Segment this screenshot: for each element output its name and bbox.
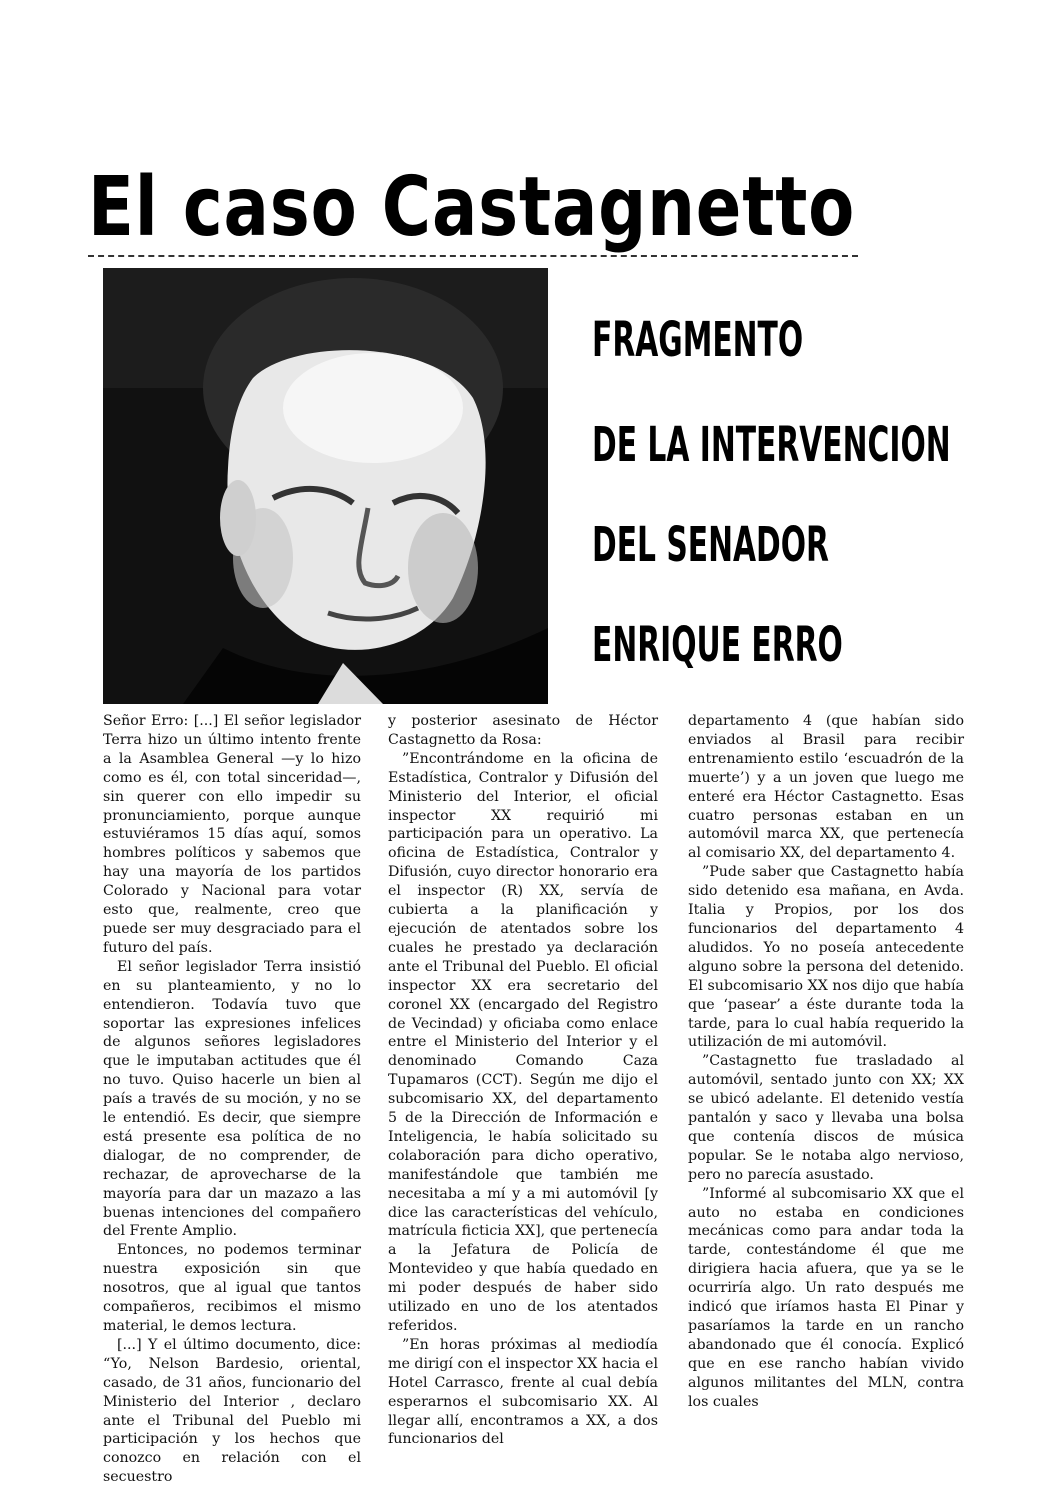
paragraph: ”Encontrándome en la oficina de Estadística, Contralor y Difusión del Ministerio del Interior, el oficial inspector XX requirió mi participación para un operativo. La oficina de Estadística, Contralor y Difusión, cuyo director honorario era el inspector (R) XX, servía de cubierta a la planificación y ejecución de atentados sobre los cuales he prestado ya declaración ante el Tribunal del Pueblo. El oficial inspector XX era secretario del coronel XX (encargado del Registro de Vecindad) y oficiaba como enlace entre el Ministerio del Interior y el denominado Comando Caza Tupamaros (CCT). Según me dijo el subcomisario XX, del departamento 5 de la Dirección de Información e Inteligencia, le había solicitado su colaboración para dicho operativo, manifestándole que también me necesitaba a mí y a mi automóvil [y dice las características del vehículo, matrícula ficticia XX], que pertenecía a la Jefatura de Policía de Montevideo y que había quedado en mi poder después de haber sido utilizado en uno de los atentados referidos. [388,750,658,1334]
headline: El caso Castagnetto [88,160,856,255]
subhead-line-4: ENRIQUE ERRO [592,617,843,673]
subhead-line-2: DE LA INTERVENCION [592,417,951,473]
article-column-1 [103,712,361,1487]
paragraph: ”Informé al subcomisario XX que el auto no estaba en condiciones mecánicas como para andar toda la tarde, contestándome él que me dirigiera hacia afuera, que ya se le ocurriría algo. Un rato después me indicó que iríamos hasta El Pinar y pasaríamos la tarde en un rancho abandonado que él conocía. Explicó que en ese rancho habían vivido algunos militantes del MLN, contra los cuales [688,1185,964,1410]
headline-underline [88,255,858,259]
paragraph: Señor Erro: [...] El señor legislador Terra hizo un último intento frente a la Asamblea General —y lo hizo como es él, con total sinceridad—, sin querer con ello impedir su pronunciamiento, porque aunque estuviéramos 15 días aquí, somos hombres políticos y sabemos que hay una mayoría de los partidos Colorado y Nacional para votar esto que, realmente, creo que puede ser muy desgraciado para el futuro del país. [103,713,361,956]
paragraph: ”Pude saber que Castagnetto había sido detenido esa mañana, en Avda. Italia y Propios, por los dos funcionarios del departamento 4 aludidos. Yo no poseía antecedente alguno sobre la persona del detenido. El subcomisario XX nos dijo que había que ‘pasear’ a éste durante toda la tarde, para lo cual había requerido la utilización de mi automóvil. [688,864,964,1051]
subhead-line-1: FRAGMENTO [592,312,804,368]
paragraph: El señor legislador Terra insistió en su planteamiento, y no lo entendieron. Todavía tuvo que soportar las expresiones infelices de algunos señores legisladores que le imputaban actitudes que él no tuvo. Quiso hacerle un bien al país a través de su moción, y no se le entendió. Es decir, que siempre está presente esa política de no dialogar, de no comprender, de rechazar, de aprovecharse de la mayoría para dar un mazazo a las buenas intenciones del compañero del Frente Amplio. [103,958,361,1240]
paragraph: [...] Y el último documento, dice: “Yo, Nelson Bardesio, oriental, casado, de 31 años, funcionario del Ministerio del Interior , declaro ante el Tribunal del Pueblo mi participación y los hechos que conozco en relación con el secuestro [103,1336,361,1486]
paragraph: departamento 4 (que habían sido enviados al Brasil para recibir entrenamiento estilo ‘escuadrón de la muerte’) y a un joven que luego me enteré era Héctor Castagnetto. Esas cuatro personas estaban en un automóvil marca XX, que pertenecía al comisario XX, del departamento 4. [688,713,964,862]
article-column-3 [688,712,964,1412]
portrait-photo [103,268,548,704]
paragraph: ”En horas próximas al mediodía me dirigí con el inspector XX hacia el Hotel Carrasco, frente al cual debía esperarnos el subcomisario XX. Al llegar allí, encontramos a XX, a dos funcionarios del [388,1336,658,1448]
paragraph: ”Castagnetto fue trasladado al automóvil, sentado junto con XX; XX se ubicó adelante. El detenido vestía pantalón y saco y llevaba una bolsa que contenía discos de música popular. Se le notaba algo nervioso, pero no parecía asustado. [688,1053,964,1183]
paragraph: y posterior asesinato de Héctor Castagnetto da Rosa: [388,713,658,748]
article-column-2 [388,712,658,1449]
subhead-line-3: DEL SENADOR [592,517,829,573]
paragraph: Entonces, no podemos terminar nuestra exposición sin que nosotros, que al igual que tantos compañeros, recibimos el mismo material, le demos lectura. [103,1242,361,1334]
